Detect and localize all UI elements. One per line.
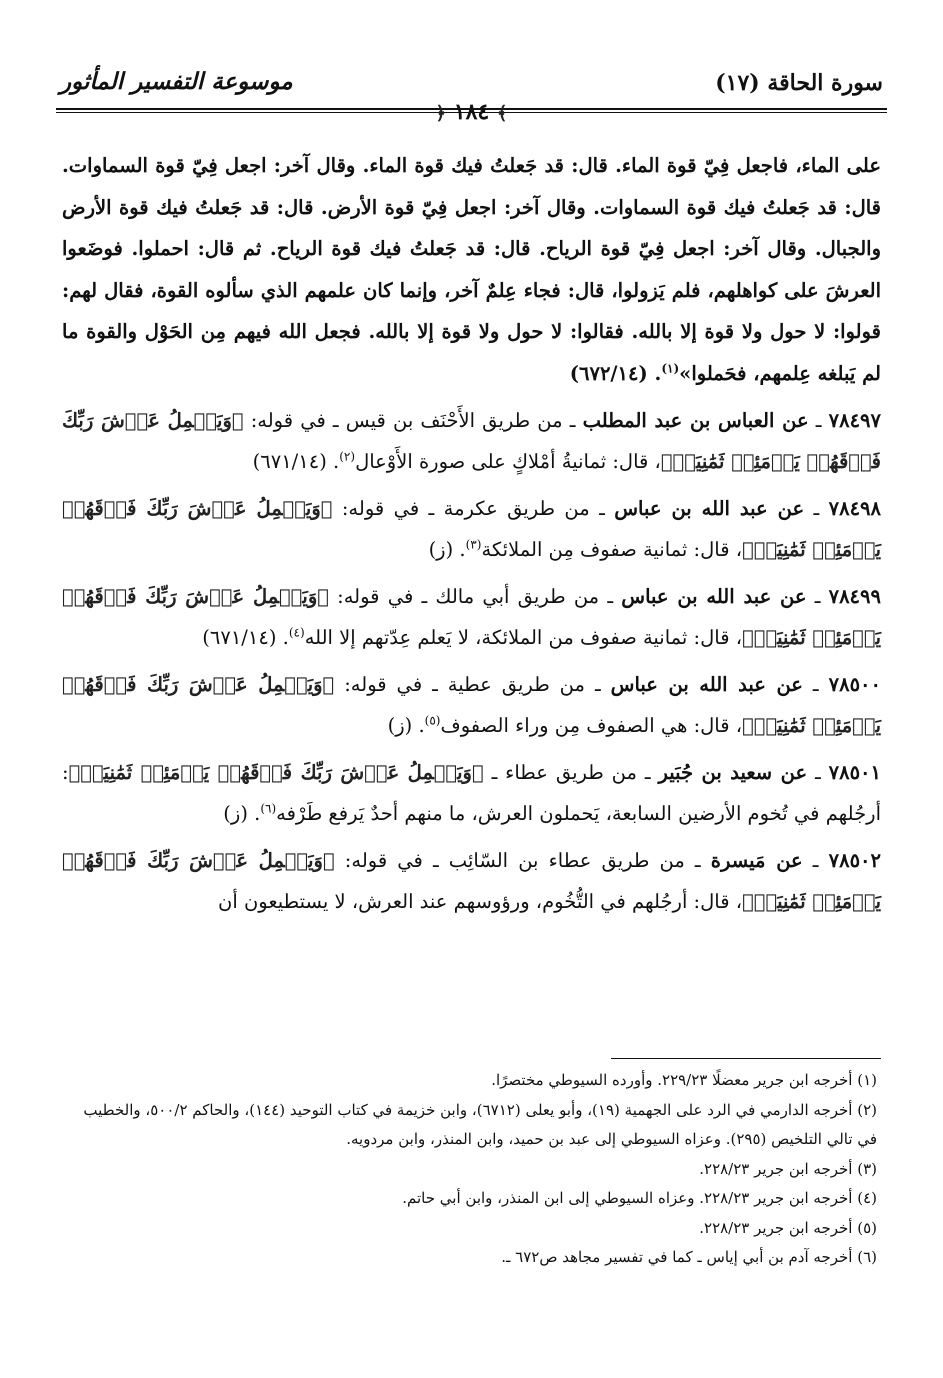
narrator: عن عبد الله بن عباس bbox=[614, 497, 805, 520]
footnote: (٥) أخرجه ابن جرير ٢٢٨/٢٣. bbox=[699, 1218, 877, 1237]
footnote: (٣) أخرجه ابن جرير ٢٢٨/٢٣. bbox=[699, 1159, 877, 1178]
footnote-marker: (١) bbox=[661, 361, 680, 375]
narration-entry: ٧٨٥٠٠ ـ عن عبد الله بن عباس ـ من طريق عطية ـ في قوله: ﴿وَيَحۡمِلُ عَرۡشَ رَبِّكَ فَوۡقَهُمۡ يَوۡمَئِذٖ ثَمَٰنِيَةٞ﴾، قال: هي الصفوف مِن وراء الصفوف$^{(٥)}$. (ز) bbox=[62, 673, 881, 737]
narration-chain: ـ من طريق عطاء ـ bbox=[483, 761, 659, 784]
narration-number: ٧٨٤٩٧ bbox=[828, 409, 881, 432]
volume-reference: . (ز) bbox=[428, 538, 466, 561]
surah-title: سورة الحاقة (١٧) bbox=[715, 70, 883, 96]
quran-verse: ﴿وَيَحۡمِلُ عَرۡشَ رَبِّكَ فَوۡقَهُمۡ يَوۡمَئِذٖ ثَمَٰنِيَةٞ﴾ bbox=[62, 849, 881, 913]
narration-chain: ـ من طريق عطاء بن السّائِب ـ في قوله: bbox=[334, 849, 711, 872]
footnotes bbox=[62, 1066, 877, 1346]
quran-verse: ﴿وَيَحۡمِلُ عَرۡشَ رَبِّكَ فَوۡقَهُمۡ يَوۡمَئِذٖ ثَمَٰنِيَةٞ﴾ bbox=[62, 585, 881, 649]
volume-reference: . (٦٧١/١٤) bbox=[202, 626, 289, 649]
footnote-marker: (٥) bbox=[424, 713, 441, 728]
narration-entry: ٧٨٤٩٩ ـ عن عبد الله بن عباس ـ من طريق أبي مالك ـ في قوله: ﴿وَيَحۡمِلُ عَرۡشَ رَبِّكَ فَوۡقَهُمۡ يَوۡمَئِذٖ ثَمَٰنِيَةٞ﴾، قال: ثمانية صفوف من الملائكة، لا يَعلم عِدّتهم إلا الله$^{(٤)}$. (٦٧١/١٤) bbox=[62, 585, 881, 649]
footnote: (١) أخرجه ابن جرير معضلًا ٢٢٩/٢٣. وأورده السيوطي مختصرًا. bbox=[491, 1071, 877, 1089]
page-number-line bbox=[0, 99, 943, 125]
narrator: عن عبد الله بن عباس bbox=[610, 673, 803, 696]
quran-verse: ﴿وَيَحۡمِلُ عَرۡشَ رَبِّكَ فَوۡقَهُمۡ يَوۡمَئِذٖ ثَمَٰنِيَةٞ﴾ bbox=[62, 673, 881, 737]
narrator: عن عبد الله بن عباس bbox=[621, 585, 807, 608]
narration-chain: ـ من طريق عطية ـ في قوله: bbox=[334, 673, 611, 696]
narration-text: ، قال: ثمانية صفوف مِن الملائكة bbox=[481, 538, 743, 561]
quran-verse: ﴿وَيَحۡمِلُ عَرۡشَ رَبِّكَ فَوۡقَهُمۡ يَوۡمَئِذٖ ثَمَٰنِيَةٞ﴾ bbox=[62, 409, 881, 473]
volume-reference: . (ز) bbox=[223, 802, 261, 825]
narration-entry: ٧٨٤٩٨ ـ عن عبد الله بن عباس ـ من طريق عكرمة ـ في قوله: ﴿وَيَحۡمِلُ عَرۡشَ رَبِّكَ فَوۡقَهُمۡ يَوۡمَئِذٖ ثَمَٰنِيَةٞ﴾، قال: ثمانية صفوف مِن الملائكة$^{(٣)}$. (ز) bbox=[62, 497, 881, 561]
narration-text: ، قال: ثمانيةُ أمْلاكٍ على صورة الأَوْعال bbox=[355, 450, 661, 473]
narrator: عن العباس بن عبد المطلب bbox=[582, 409, 809, 432]
narration-chain: ـ من طريق أبي مالك ـ في قوله: bbox=[328, 585, 622, 608]
narration-text: ، قال: ثمانية صفوف من الملائكة، لا يَعلم عِدّتهم إلا الله bbox=[304, 626, 743, 649]
quran-verse: ﴿وَيَحۡمِلُ عَرۡشَ رَبِّكَ فَوۡقَهُمۡ يَوۡمَئِذٖ ثَمَٰنِيَةٞ﴾ bbox=[62, 497, 881, 561]
footnote-marker: (٤) bbox=[288, 625, 305, 640]
footnote: (٤) أخرجه ابن جرير ٢٢٨/٢٣. وعزاه السيوطي إلى ابن المنذر، وابن أبي حاتم. bbox=[402, 1189, 877, 1207]
narration-text: ، قال: هي الصفوف مِن وراء الصفوف bbox=[440, 714, 743, 737]
page-number: ١٨٤ bbox=[453, 99, 490, 125]
narration-entry: ٧٨٥٠١ ـ عن سعيد بن جُبَير ـ من طريق عطاء ـ ﴿وَيَحۡمِلُ عَرۡشَ رَبِّكَ فَوۡقَهُمۡ يَوۡمَئِذٖ ثَمَٰنِيَةٞ﴾: أرجُلهم في تُخوم الأرضين السابعة، يَحملون العرش، ما منهم أحدٌ يَرفع طَرْفه$^{(٦)}$. (ز) bbox=[62, 761, 881, 825]
narration-text: ، قال: أرجُلهم في التُّخُوم، ورؤوسهم عند العرش، لا يستطيعون أن bbox=[218, 890, 743, 913]
narration-entry: ٧٨٤٩٧ ـ عن العباس بن عبد المطلب ـ من طريق الأَحْنَف بن قيس ـ في قوله: ﴿وَيَحۡمِلُ عَرۡشَ رَبِّكَ فَوۡقَهُمۡ يَوۡمَئِذٖ ثَمَٰنِيَةٞ﴾، قال: ثمانيةُ أمْلاكٍ على صورة الأَوْعال$^{(٢)}$. (٦٧١/١٤) bbox=[62, 409, 881, 473]
intro-paragraph bbox=[62, 145, 881, 394]
footnote-separator bbox=[611, 1058, 881, 1059]
narration-entry: ٧٨٥٠٢ ـ عن مَيسرة ـ من طريق عطاء بن السّائِب ـ في قوله: ﴿وَيَحۡمِلُ عَرۡشَ رَبِّكَ فَوۡقَهُمۡ يَوۡمَئِذٖ ثَمَٰنِيَةٞ﴾، قال: أرجُلهم في التُّخُوم، ورؤوسهم عند العرش، لا يستطيعون أن bbox=[62, 849, 881, 913]
footnote: (٢) أخرجه الدارمي في الرد على الجهمية (١٩)، وأبو يعلى (٦٧١٢)، وابن خزيمة في كتاب التوحيد (١٤٤)، والحاكم ٥٠٠/٢، والخطيب في تالي التلخيص (٢٩٥). وعزاه السيوطي إلى عبد بن حميد، وابن المنذر، وابن مردويه. bbox=[83, 1100, 877, 1148]
narrator: عن سعيد بن جُبَير bbox=[658, 761, 808, 784]
narration-chain: ـ من طريق الأَحْنَف بن قيس ـ في قوله: bbox=[243, 409, 583, 432]
footnote-marker: (٦) bbox=[260, 801, 277, 816]
narration-number: ٧٨٤٩٩ bbox=[828, 585, 881, 608]
narration-number: ٧٨٤٩٨ bbox=[828, 497, 881, 520]
page-number-ornament: ﴿ bbox=[435, 103, 447, 124]
narration-number: ٧٨٥٠٢ bbox=[828, 849, 881, 872]
narration-number: ٧٨٥٠٠ bbox=[828, 673, 881, 696]
footnote: (٦) أخرجه آدم بن أبي إياس ـ كما في تفسير مجاهد ص٦٧٢ ـ. bbox=[501, 1248, 877, 1266]
main-text bbox=[62, 145, 881, 1055]
page-number-ornament: ﴾ bbox=[496, 103, 508, 124]
volume-reference: . (ز) bbox=[387, 714, 425, 737]
volume-reference: . (٦٧٢/١٤) bbox=[569, 361, 662, 385]
narration-number: ٧٨٥٠١ bbox=[828, 761, 881, 784]
footnote-marker: (٣) bbox=[465, 537, 482, 552]
narrator: عن مَيسرة bbox=[710, 849, 803, 872]
volume-reference: . (٦٧١/١٤) bbox=[252, 450, 340, 473]
narration-chain: ـ من طريق عكرمة ـ في قوله: bbox=[332, 497, 615, 520]
narration-text: : أرجُلهم في تُخوم الأرضين السابعة، يَحملون العرش، ما منهم أحدٌ يَرفع طَرْفه bbox=[62, 761, 881, 825]
book-title: موسوعة التفسير المأثور bbox=[60, 68, 293, 95]
footnote-marker: (٢) bbox=[339, 449, 356, 464]
quran-verse: ﴿وَيَحۡمِلُ عَرۡشَ رَبِّكَ فَوۡقَهُمۡ يَوۡمَئِذٖ ثَمَٰنِيَةٞ﴾ bbox=[68, 761, 484, 784]
intro-text: على الماء، فاجعل فِيّ قوة الماء. قال: قد جَعلتُ فيك قوة الماء. وقال آخر: اجعل فِيّ قوة السماوات. قال: قد جَعلتُ فيك قوة السماوات. وقال آخر: اجعل فِيّ قوة الأرض. قال: قد جَعلتُ فيك قوة الأرض والجبال. وقال آخر: اجعل فِيّ قوة الرياح. قال: قد جَعلتُ فيك قوة الرياح. ثم قال: احملوا. فوضَعوا العرشَ على كواهلهم، فلم يَزولوا، قال: فجاء عِلمٌ آخر، وإنما كان علمهم الذي سألوه القوة، فقال لهم: قولوا: لا حول ولا قوة إلا بالله. فقالوا: لا حول ولا قوة إلا بالله. فجعل الله فيهم مِن الحَوْل والقوة ما لم يَبلغه عِلمهم، فحَملوا» bbox=[62, 154, 881, 385]
